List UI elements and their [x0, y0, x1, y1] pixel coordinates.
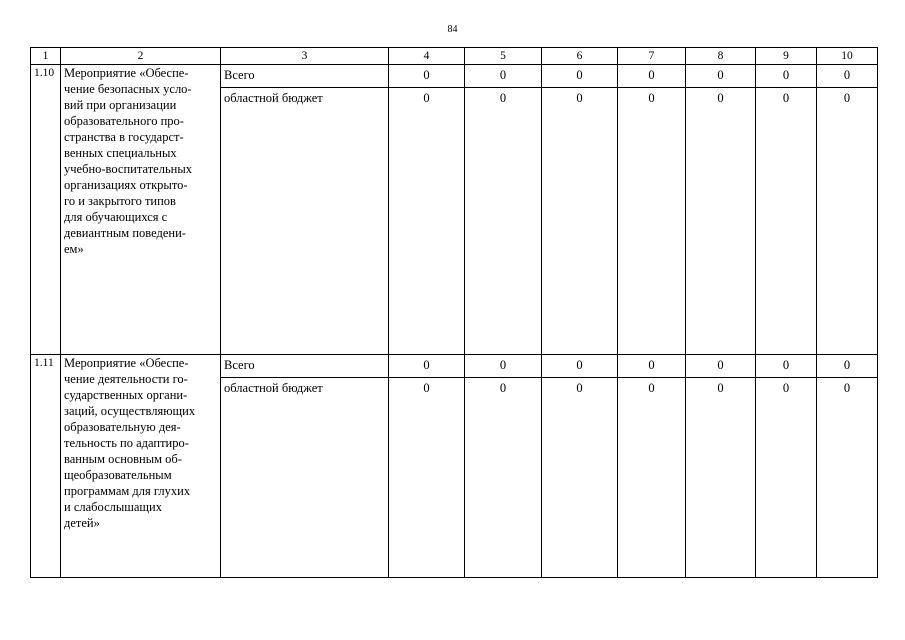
value-cell: 0	[686, 88, 756, 355]
activity-name-line: программам для глухих	[64, 484, 191, 498]
activity-name-line: вий при организации	[64, 98, 177, 112]
activity-name-line: девиантным поведени-	[64, 226, 186, 240]
budget-table	[30, 47, 878, 578]
funding-source: Всего	[221, 65, 389, 88]
column-header: 10	[817, 48, 878, 65]
value-cell: 0	[389, 355, 465, 378]
activity-name-line: учебно-воспитательных	[64, 162, 192, 176]
value-cell: 0	[542, 378, 618, 578]
value-cell: 0	[618, 378, 686, 578]
value-cell: 0	[618, 88, 686, 355]
value-cell: 0	[817, 88, 878, 355]
value-cell: 0	[389, 65, 465, 88]
header-row	[31, 48, 878, 65]
value-cell: 0	[542, 65, 618, 88]
value-cell: 0	[465, 88, 542, 355]
value-cell: 0	[756, 378, 817, 578]
activity-name-line: и слабослышащих	[64, 500, 162, 514]
activity-name-line: венных специальных	[64, 146, 177, 160]
page-number: 84	[447, 24, 458, 35]
column-header: 2	[61, 48, 221, 65]
value-cell: 0	[756, 355, 817, 378]
activity-name-line: ванным основным об-	[64, 452, 182, 466]
funding-source: областной бюджет	[221, 378, 389, 578]
value-cell: 0	[817, 378, 878, 578]
value-cell: 0	[465, 378, 542, 578]
value-cell: 0	[465, 65, 542, 88]
row-index: 1.10	[31, 65, 61, 355]
activity-name-line: тельность по адаптиро-	[64, 436, 189, 450]
activity-name	[61, 65, 221, 355]
value-cell: 0	[686, 355, 756, 378]
value-cell: 0	[686, 65, 756, 88]
activity-name-line: чение безопасных усло-	[64, 82, 192, 96]
activity-name-line: заций, осуществляющих	[64, 404, 196, 418]
value-cell: 0	[618, 355, 686, 378]
column-header: 5	[465, 48, 542, 65]
value-cell: 0	[542, 88, 618, 355]
funding-source: Всего	[221, 355, 389, 378]
column-header: 7	[618, 48, 686, 65]
activity-name-line: Мероприятие «Обеспе-	[64, 66, 189, 80]
value-cell: 0	[756, 88, 817, 355]
value-cell: 0	[686, 378, 756, 578]
column-header: 9	[756, 48, 817, 65]
activity-name-line: для обучающихся с	[64, 210, 168, 224]
activity-name-line: организациях открыто-	[64, 178, 188, 192]
column-header: 4	[389, 48, 465, 65]
table-row	[31, 65, 878, 88]
value-cell: 0	[542, 355, 618, 378]
activity-name-line: странства в государст-	[64, 130, 184, 144]
funding-source: областной бюджет	[221, 88, 389, 355]
value-cell: 0	[389, 88, 465, 355]
column-header: 3	[221, 48, 389, 65]
activity-name-line: чение деятельности го-	[64, 372, 188, 386]
value-cell: 0	[618, 65, 686, 88]
activity-name-line: Мероприятие «Обеспе-	[64, 356, 189, 370]
table-row	[31, 355, 878, 378]
value-cell: 0	[389, 378, 465, 578]
value-cell: 0	[817, 65, 878, 88]
activity-name-line: детей»	[64, 516, 100, 530]
column-header: 8	[686, 48, 756, 65]
value-cell: 0	[756, 65, 817, 88]
value-cell: 0	[465, 355, 542, 378]
activity-name-line: сударственных органи-	[64, 388, 188, 402]
column-header: 6	[542, 48, 618, 65]
activity-name	[61, 355, 221, 578]
activity-name-line: образовательного про-	[64, 114, 184, 128]
activity-name-line: ем»	[64, 242, 84, 256]
value-cell: 0	[817, 355, 878, 378]
activity-name-line: щеобразовательным	[64, 468, 172, 482]
row-index: 1.11	[31, 355, 61, 578]
activity-name-line: го и закрытого типов	[64, 194, 176, 208]
activity-name-line: образовательную дея-	[64, 420, 181, 434]
column-header: 1	[31, 48, 61, 65]
